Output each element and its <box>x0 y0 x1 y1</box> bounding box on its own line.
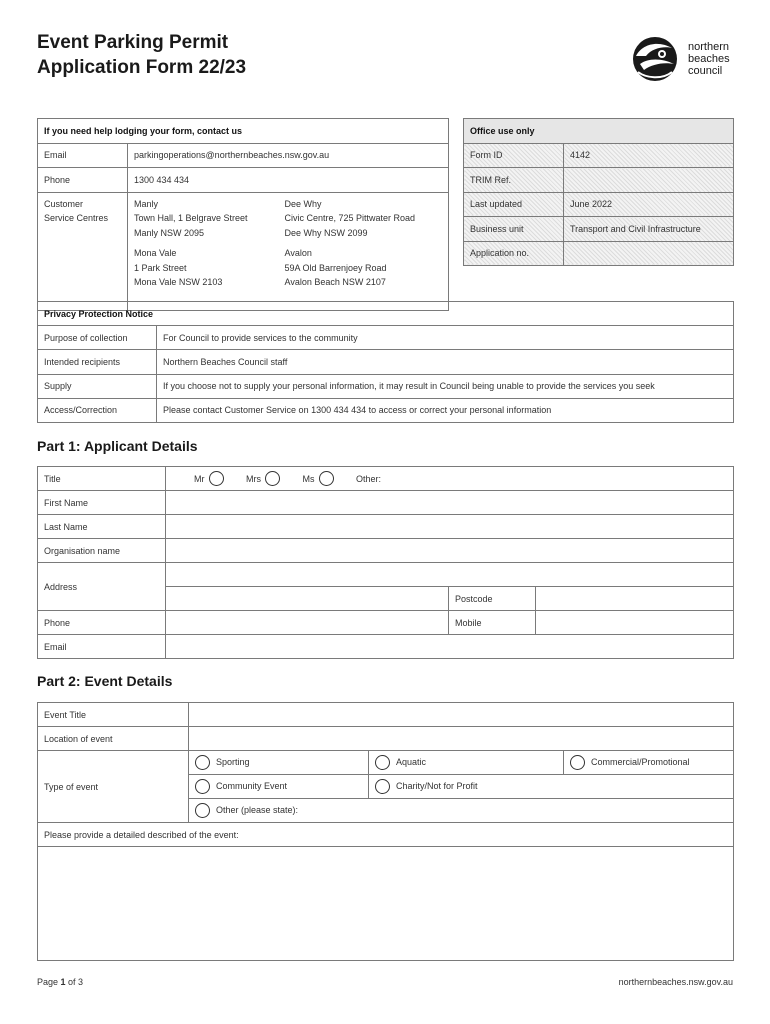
phone-field[interactable] <box>166 611 449 635</box>
address-label: Address <box>38 563 166 611</box>
event-type-label: Type of event <box>38 751 189 823</box>
sporting-label: Sporting <box>216 756 250 767</box>
privacy-label-access: Access/Correction <box>38 398 157 422</box>
centres-label-line-2: Service Centres <box>44 213 109 223</box>
monavale-line-1: Mona Vale <box>134 248 177 258</box>
privacy-table <box>37 301 734 423</box>
deewhy-line-3: Dee Why NSW 2099 <box>284 227 368 238</box>
logo-text-1: northern <box>688 41 729 53</box>
centres-right <box>279 192 449 310</box>
office-label-form-id: Form ID <box>464 143 564 168</box>
other-label: Other (please state): <box>216 804 299 815</box>
describe-label: Please provide a detailed described of the event: <box>38 823 734 847</box>
mobile-label: Mobile <box>449 611 536 635</box>
office-value-appno <box>564 241 734 266</box>
title-mr-label: Mr <box>194 473 205 484</box>
first-name-label: First Name <box>38 491 166 515</box>
mobile-field[interactable] <box>536 611 734 635</box>
centres-label-line-1: Customer <box>44 198 84 209</box>
phone-label: Phone <box>38 611 166 635</box>
option-commercial[interactable] <box>564 751 734 775</box>
email-label: Email <box>38 635 166 659</box>
help-email-value: parkingoperations@northernbeaches.nsw.gov.au <box>128 143 449 168</box>
privacy-value-recipients: Northern Beaches Council staff <box>157 350 734 374</box>
title-line-1: Event Parking Permit <box>37 32 229 53</box>
charity-label: Charity/Not for Profit <box>396 780 478 791</box>
monavale-line-3: Mona Vale NSW 2103 <box>134 277 223 287</box>
office-value-trim <box>564 168 734 193</box>
office-label-updated: Last updated <box>464 192 564 217</box>
office-label-unit: Business unit <box>464 217 564 242</box>
office-value-updated: June 2022 <box>564 192 734 217</box>
help-centres-label <box>38 192 128 310</box>
help-contact-table <box>37 118 449 311</box>
help-heading: If you need help lodging your form, contact us <box>38 119 449 144</box>
describe-field[interactable] <box>38 847 734 961</box>
centres-left <box>128 192 279 310</box>
office-label-trim: TRIM Ref. <box>464 168 564 193</box>
avalon-line-2: 59A Old Barrenjoey Road <box>284 262 387 273</box>
footer-website: northernbeaches.nsw.gov.au <box>618 977 733 987</box>
office-value-unit: Transport and Civil Infrastructure <box>564 217 734 242</box>
manly-line-2: Town Hall, 1 Belgrave Street <box>134 213 248 223</box>
privacy-value-access: Please contact Customer Service on 1300 434 434 to access or correct your personal information <box>157 398 734 422</box>
option-other[interactable] <box>189 799 734 823</box>
office-use-table <box>463 118 734 266</box>
page-title <box>37 30 246 80</box>
page-prefix: Page <box>37 977 61 987</box>
radio-community-icon[interactable] <box>195 779 210 794</box>
title-label: Title <box>38 467 166 491</box>
deewhy-line-2: Civic Centre, 725 Pittwater Road <box>284 213 416 223</box>
last-name-field[interactable] <box>166 515 734 539</box>
manly-line-3: Manly NSW 2095 <box>134 227 205 238</box>
location-label: Location of event <box>38 727 189 751</box>
logo-text-3: council <box>688 65 723 77</box>
radio-aquatic-icon[interactable] <box>375 755 390 770</box>
option-sporting[interactable] <box>189 751 369 775</box>
page-suffix: of 3 <box>65 977 84 987</box>
event-title-field[interactable] <box>189 703 734 727</box>
privacy-label-purpose: Purpose of collection <box>38 326 157 350</box>
title-other-label: Other: <box>356 473 382 484</box>
applicant-details-table <box>37 466 734 659</box>
privacy-heading: Privacy Protection Notice <box>38 302 734 326</box>
council-logo <box>628 34 740 84</box>
postcode-field[interactable] <box>536 587 734 611</box>
option-community[interactable] <box>189 775 369 799</box>
radio-other-icon[interactable] <box>195 803 210 818</box>
last-name-label: Last Name <box>38 515 166 539</box>
privacy-label-supply: Supply <box>38 374 157 398</box>
community-label: Community Event <box>216 780 288 791</box>
organisation-label: Organisation name <box>38 539 166 563</box>
radio-ms-icon[interactable] <box>319 471 334 486</box>
office-label-appno: Application no. <box>464 241 564 266</box>
part1-title: Part 1: Applicant Details <box>37 438 198 454</box>
council-logo-icon <box>628 34 682 84</box>
radio-mr-icon[interactable] <box>209 471 224 486</box>
commercial-label: Commercial/Promotional <box>591 756 690 767</box>
help-phone-value: 1300 434 434 <box>128 168 449 193</box>
office-value-form-id: 4142 <box>564 143 734 168</box>
deewhy-line-1: Dee Why <box>284 198 322 209</box>
title-option-mrs[interactable] <box>246 471 284 486</box>
page-number <box>37 977 83 987</box>
privacy-label-recipients: Intended recipients <box>38 350 157 374</box>
event-title-label: Event Title <box>38 703 189 727</box>
radio-charity-icon[interactable] <box>375 779 390 794</box>
centre-monavale <box>134 246 273 290</box>
aquatic-label: Aquatic <box>396 756 427 767</box>
help-phone-label: Phone <box>38 168 128 193</box>
address-field-line-2[interactable] <box>166 587 449 611</box>
radio-commercial-icon[interactable] <box>570 755 585 770</box>
privacy-value-purpose: For Council to provide services to the community <box>157 326 734 350</box>
centre-avalon <box>285 246 443 290</box>
title-mrs-label: Mrs <box>246 473 262 484</box>
avalon-line-3: Avalon Beach NSW 2107 <box>284 277 386 287</box>
part2-title: Part 2: Event Details <box>37 673 173 689</box>
event-details-table <box>37 702 734 961</box>
title-option-mr[interactable] <box>194 471 228 486</box>
organisation-field[interactable] <box>166 539 734 563</box>
postcode-label: Postcode <box>449 587 536 611</box>
privacy-value-supply: If you choose not to supply your personal information, it may result in Council being unable to provide the services you seek <box>157 374 734 398</box>
title-option-other[interactable] <box>356 474 381 484</box>
location-field[interactable] <box>189 727 734 751</box>
radio-mrs-icon[interactable] <box>265 471 280 486</box>
title-option-ms[interactable] <box>303 471 338 486</box>
option-charity[interactable] <box>369 775 734 799</box>
first-name-field[interactable] <box>166 491 734 515</box>
centre-deewhy <box>285 197 443 241</box>
office-heading: Office use only <box>464 119 734 144</box>
title-line-2: Application Form 22/23 <box>37 57 247 78</box>
radio-sporting-icon[interactable] <box>195 755 210 770</box>
manly-line-1: Manly <box>134 198 159 209</box>
centre-manly <box>134 197 273 241</box>
address-field-line-1[interactable] <box>166 563 734 587</box>
monavale-line-2: 1 Park Street <box>134 262 187 273</box>
logo-text-2: beaches <box>688 53 730 65</box>
help-email-label: Email <box>38 143 128 168</box>
email-field[interactable] <box>166 635 734 659</box>
page-current: 1 <box>60 977 66 987</box>
option-aquatic[interactable] <box>369 751 564 775</box>
title-ms-label: Ms <box>302 473 315 484</box>
title-options <box>166 467 734 491</box>
avalon-line-1: Avalon <box>284 248 312 258</box>
